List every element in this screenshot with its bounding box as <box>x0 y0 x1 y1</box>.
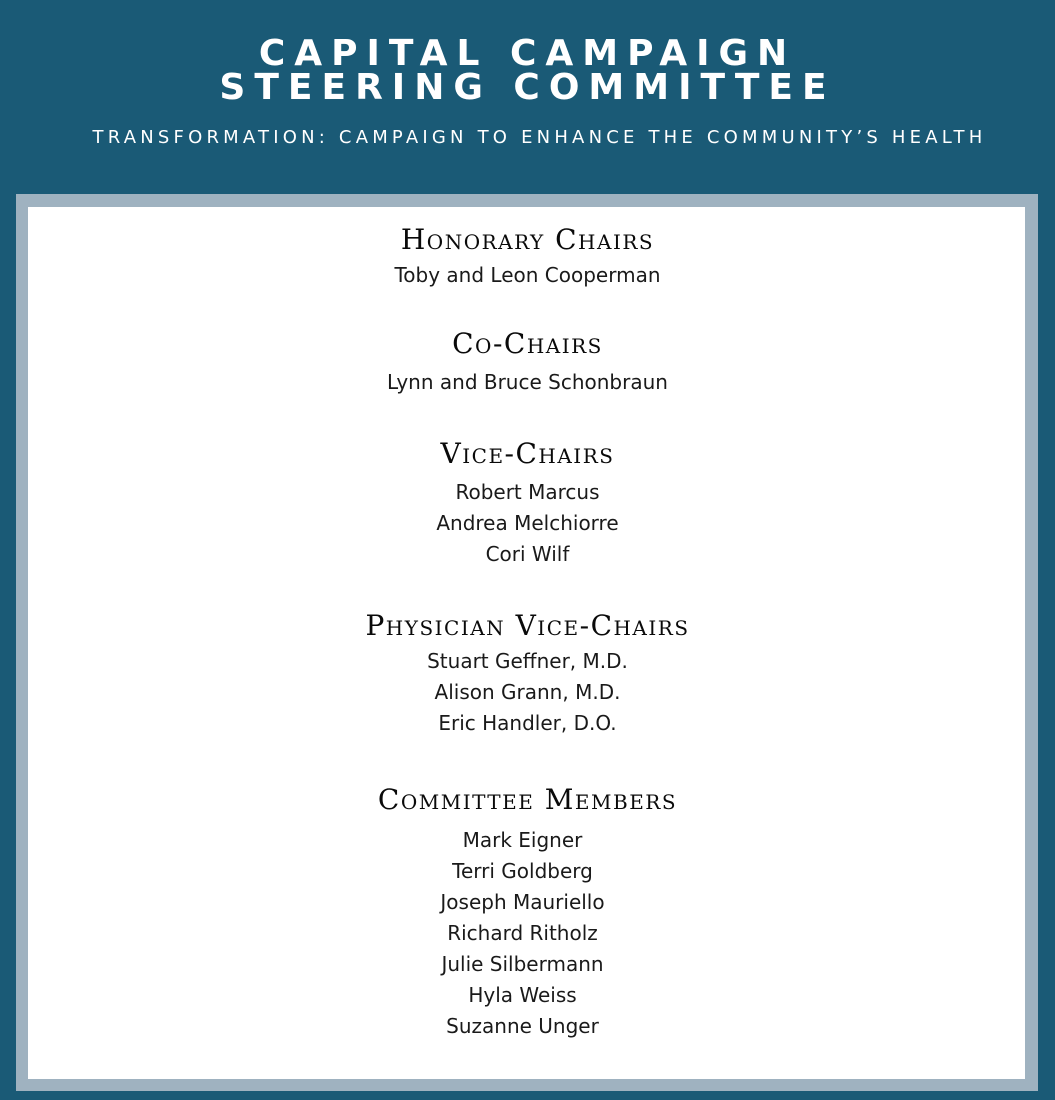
list-item: Robert Marcus <box>455 480 600 504</box>
name-list <box>0 477 1055 570</box>
list-item: Richard Ritholz <box>447 921 598 945</box>
list-item: Terri Goldberg <box>452 859 593 883</box>
section-co-chairs <box>0 328 1055 398</box>
list-item: Julie Silbermann <box>441 952 604 976</box>
section-vice-chairs <box>0 438 1055 570</box>
list-item: Stuart Geffner, M.D. <box>427 649 628 673</box>
list-item: Andrea Melchiorre <box>436 511 619 535</box>
list-item: Cori Wilf <box>485 542 570 566</box>
list-item: Hyla Weiss <box>468 983 577 1007</box>
section-honorary-chairs <box>0 224 1055 291</box>
section-heading: Honorary Chairs <box>400 223 655 256</box>
list-item: Toby and Leon Cooperman <box>394 263 661 287</box>
section-heading: Committee Members <box>377 783 678 816</box>
list-item: Eric Handler, D.O. <box>438 711 617 735</box>
section-heading: Vice-Chairs <box>440 437 615 470</box>
name-list <box>0 646 1055 739</box>
list-item: Suzanne Unger <box>446 1014 599 1038</box>
name-list <box>0 825 1055 1042</box>
section-committee-members <box>0 784 1055 1042</box>
page-title-line-1: CAPITAL CAMPAIGN <box>258 33 797 74</box>
name-list <box>0 367 1055 398</box>
page-subtitle: TRANSFORMATION: CAMPAIGN TO ENHANCE THE COMMUNITY’S HEALTH <box>92 127 987 148</box>
list-item: Mark Eigner <box>462 828 583 852</box>
page-header <box>0 0 1055 194</box>
section-heading: Co-Chairs <box>452 327 603 360</box>
list-item: Alison Grann, M.D. <box>434 680 621 704</box>
page-title-line-2: STEERING COMMITTEE <box>219 67 836 108</box>
name-list <box>0 260 1055 291</box>
section-physician-vice-chairs <box>0 610 1055 739</box>
list-item: Lynn and Bruce Schonbraun <box>387 370 668 394</box>
list-item: Joseph Mauriello <box>440 890 605 914</box>
section-heading: Physician Vice-Chairs <box>365 609 690 642</box>
